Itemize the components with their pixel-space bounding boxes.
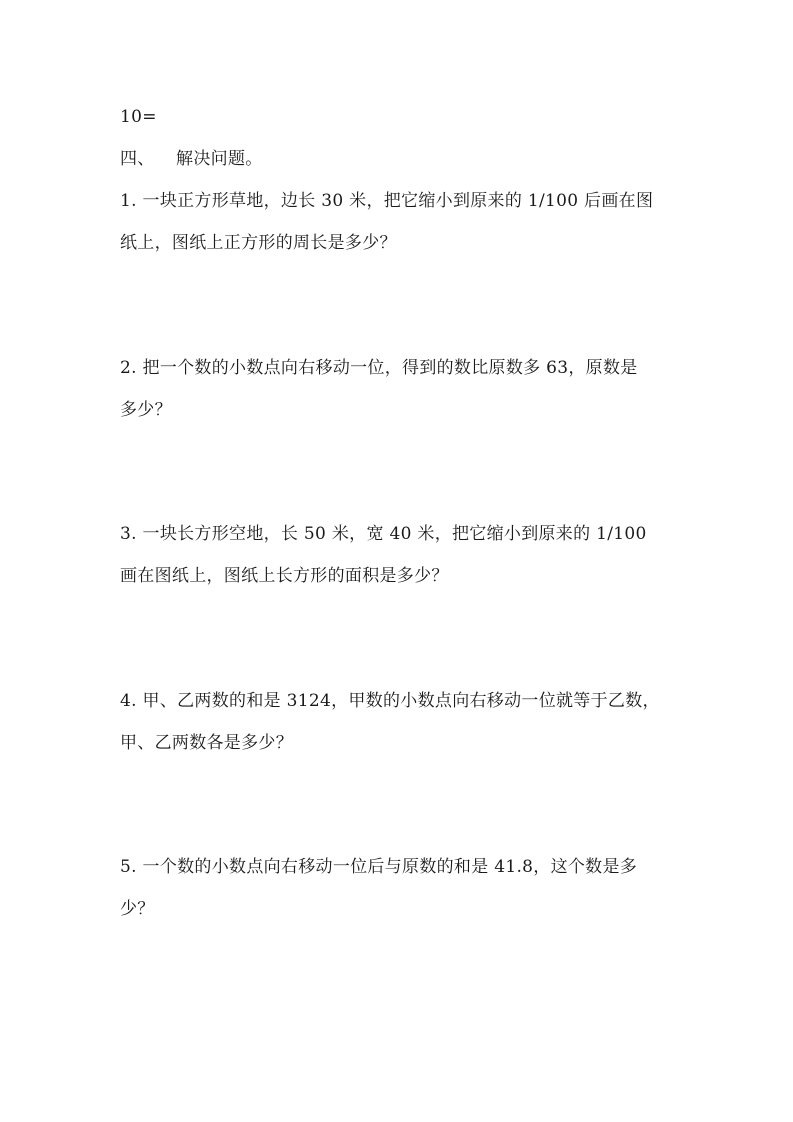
section-heading: [120, 148, 263, 170]
question-line: 纸上，图纸上正方形的周长是多少？: [120, 233, 397, 253]
question-line: 2. 把一个数的小数点向右移动一位，得到的数比原数多 63，原数是: [120, 358, 638, 378]
section-title: 解决问题。: [176, 149, 263, 169]
question-line: 4. 甲、乙两数的和是 3124，甲数的小数点向右移动一位就等于乙数，: [120, 691, 660, 711]
question-line: 5. 一个数的小数点向右移动一位后与原数的和是 41.8，这个数是多: [120, 857, 638, 877]
question-line: 多少？: [120, 400, 172, 420]
question-line: 甲、乙两数各是多少？: [120, 733, 293, 753]
leading-fragment: 10=: [120, 107, 157, 127]
question-line: 1. 一块正方形草地，边长 30 米，把它缩小到原来的 1/100 后画在图: [120, 191, 654, 211]
question-line: 画在图纸上，图纸上长方形的面积是多少？: [120, 566, 449, 586]
question-line: 少？: [120, 899, 155, 919]
section-number: 四、: [120, 149, 155, 169]
question-line: 3. 一块长方形空地，长 50 米，宽 40 米，把它缩小到原来的 1/100: [120, 524, 647, 544]
